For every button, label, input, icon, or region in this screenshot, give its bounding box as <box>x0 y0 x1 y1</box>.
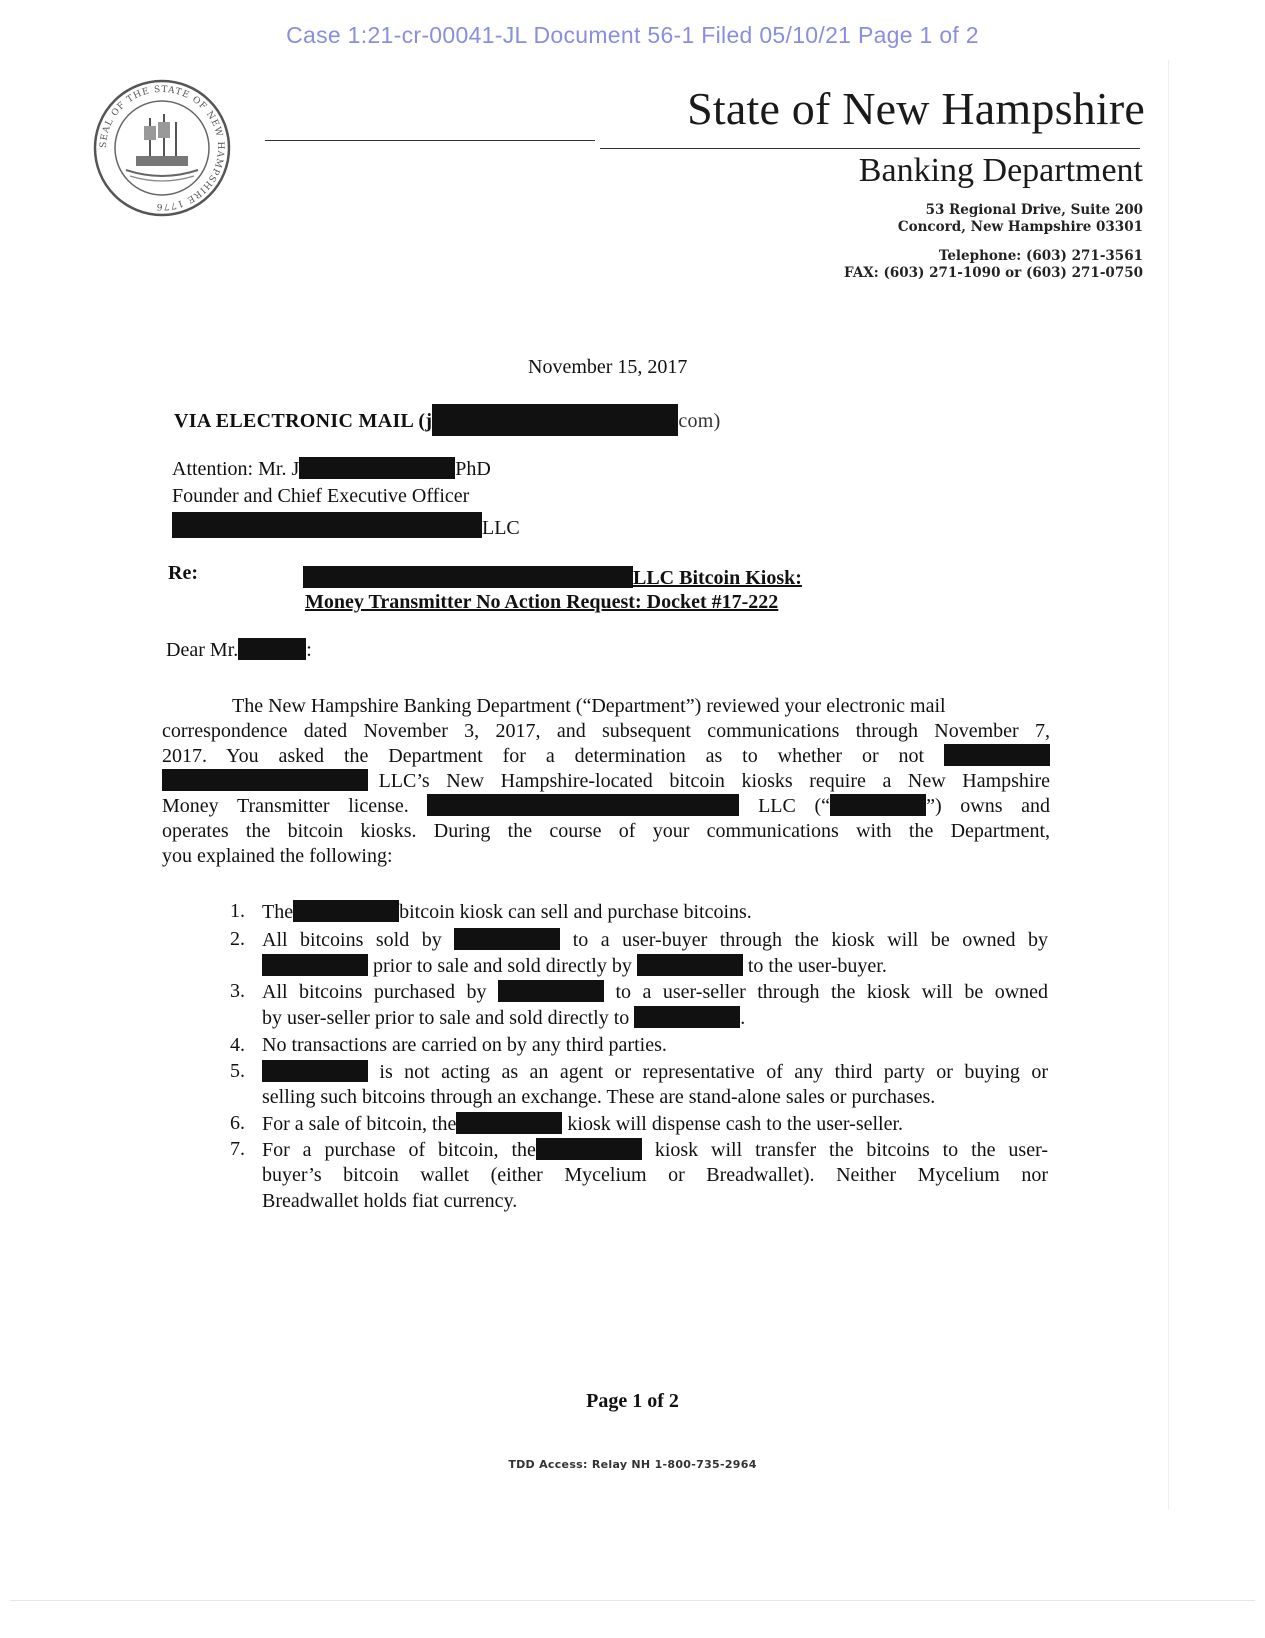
redaction-block <box>498 980 604 1002</box>
letter-date: November 15, 2017 <box>528 356 688 378</box>
company-suffix: LLC <box>482 517 520 539</box>
list-number: 1. <box>230 900 245 922</box>
redaction-block <box>637 954 743 976</box>
redaction-block <box>456 1112 562 1134</box>
list-number: 7. <box>230 1138 245 1160</box>
letterhead-rule-left <box>265 140 595 141</box>
body-line <box>162 744 1050 769</box>
letterhead-department: Banking Department <box>858 152 1143 189</box>
state-seal-icon <box>92 78 232 218</box>
list-item-continued: by user-seller prior to sale and sold directly to . <box>262 1007 746 1029</box>
body-line: correspondence dated November 3, 2017, and subsequent communications through November 7, <box>162 720 1050 742</box>
address-line-2: Concord, New Hampshire 03301 <box>897 219 1143 235</box>
list-number: 6. <box>230 1112 245 1134</box>
list-number: 4. <box>230 1034 245 1056</box>
recipient-title: Founder and Chief Executive Officer <box>172 485 470 507</box>
page-number: Page 1 of 2 <box>586 1390 679 1412</box>
redaction-block <box>830 794 926 816</box>
letterhead-rule-right <box>600 148 1140 149</box>
via-suffix: com) <box>678 410 721 432</box>
fax: FAX: (603) 271-1090 or (603) 271-0750 <box>844 265 1143 281</box>
redaction-block <box>634 1006 740 1028</box>
body-line <box>162 769 1050 794</box>
redaction-block <box>454 928 560 950</box>
list-item-continued: selling such bitcoins through an exchange. These are stand-alone sales or purchases. <box>262 1086 936 1108</box>
subject-line-1 <box>303 566 802 590</box>
redaction-block <box>262 1060 368 1082</box>
attention-line <box>172 457 491 481</box>
body-text: Money Transmitter license. <box>162 795 409 817</box>
body-text: LLC (“ <box>758 795 831 817</box>
redaction-block <box>427 794 739 816</box>
address-line-1: 53 Regional Drive, Suite 200 <box>925 202 1143 218</box>
list-number: 3. <box>230 980 245 1002</box>
list-item: All bitcoins sold by to a user-buyer through the kiosk will be owned by <box>262 929 1049 951</box>
list-item: For a purchase of bitcoin, the kiosk will transfer the bitcoins to the user- <box>262 1139 1049 1161</box>
list-item: No transactions are carried on by any third parties. <box>262 1034 667 1056</box>
list-item-continued: prior to sale and sold directly by to the user-buyer. <box>262 954 887 978</box>
body-text: 2017. You asked the Department for a determination as to whether or not <box>162 745 925 767</box>
recipient-company <box>172 512 520 540</box>
redaction-block <box>293 900 399 922</box>
list-number: 5. <box>230 1060 245 1082</box>
list-number: 2. <box>230 928 245 950</box>
body-text: LLC’s New Hampshire-located bitcoin kiosks require a New Hampshire <box>378 770 1051 792</box>
subject-line-2: Money Transmitter No Action Request: Docket #17-222 <box>305 591 779 613</box>
body-line: The New Hampshire Banking Department (“Department”) reviewed your electronic mail <box>232 695 946 717</box>
list-item: is not acting as an agent or representative of any third party or buying or <box>262 1060 1048 1084</box>
letterhead-title: State of New Hampshire <box>687 83 1145 134</box>
salutation-suffix: : <box>306 639 312 661</box>
list-item-continued: buyer’s bitcoin wallet (either Mycelium or Breadwallet). Neither Mycelium nor <box>262 1164 1048 1186</box>
court-filing-header: Case 1:21-cr-00041-JL Document 56-1 Filed 05/10/21 Page 1 of 2 <box>286 22 979 48</box>
attention-suffix: PhD <box>455 458 491 480</box>
redaction-block <box>162 769 368 791</box>
body-line <box>162 794 1050 819</box>
redaction-block <box>944 744 1050 766</box>
via-pre-redact: j <box>425 410 433 432</box>
scan-edge-right <box>1168 60 1169 1510</box>
list-item: For a sale of bitcoin, the kiosk will dispense cash to the user-seller. <box>262 1113 904 1135</box>
redaction-block <box>536 1138 642 1160</box>
redaction-block <box>238 638 306 660</box>
body-line: operates the bitcoin kiosks. During the course of your communications with the Department, <box>162 820 1050 842</box>
telephone: Telephone: (603) 271-3561 <box>938 248 1143 264</box>
redaction-block <box>299 457 455 479</box>
svg-text:SEAL OF THE STATE OF NEW HAMPS: SEAL OF THE STATE OF NEW HAMPSHIRE 1776 <box>98 84 226 212</box>
re-label: Re: <box>168 562 198 584</box>
delivery-method <box>174 404 721 436</box>
redaction-block <box>432 404 678 436</box>
salutation <box>166 638 312 662</box>
scan-edge-bottom <box>10 1600 1255 1601</box>
body-line: you explained the following: <box>162 845 393 867</box>
body-text: ”) owns and <box>926 795 1051 817</box>
attention-prefix: Attention: Mr. J <box>172 458 300 480</box>
redaction-block <box>303 566 633 588</box>
list-item: All bitcoins purchased by to a user-seller through the kiosk will be owned <box>262 981 1049 1003</box>
via-prefix: VIA ELECTRONIC MAIL ( <box>174 410 426 432</box>
redaction-block <box>262 954 368 976</box>
salutation-prefix: Dear Mr. <box>166 639 239 661</box>
list-item-continued: Breadwallet holds fiat currency. <box>262 1190 518 1212</box>
redaction-block <box>172 512 482 538</box>
tdd-footer: TDD Access: Relay NH 1-800-735-2964 <box>508 1458 757 1471</box>
list-item: The bitcoin kiosk can sell and purchase bitcoins. <box>262 901 752 923</box>
subject-text-1: LLC Bitcoin Kiosk: <box>633 567 802 589</box>
